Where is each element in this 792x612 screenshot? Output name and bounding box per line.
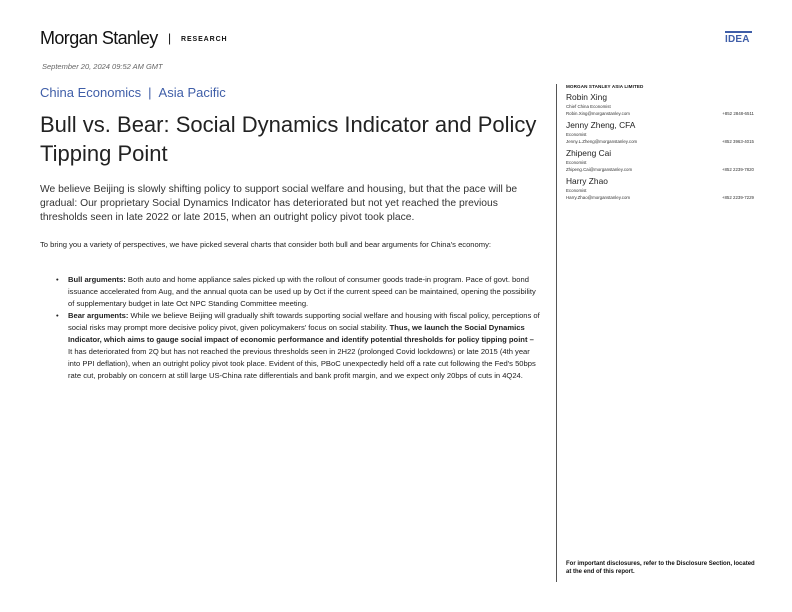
analyst-email-link[interactable]: Harry.Zhao@morganstanley.com: [566, 195, 631, 200]
section-tag: [40, 85, 226, 100]
argument-list: [56, 274, 540, 382]
analyst-contact: [566, 148, 754, 173]
analyst-contact: [566, 176, 754, 201]
bullet-dot-icon: •: [56, 275, 59, 284]
analyst-name: Jenny Zheng, CFA: [566, 120, 636, 130]
intro-paragraph: To bring you a variety of perspectives, we have picked several charts that consider both bull and bear arguments for China's economy:: [40, 240, 491, 249]
section-region: Asia Pacific: [158, 85, 226, 100]
analyst-email-link[interactable]: Robin.Xing@morganstanley.com: [566, 111, 630, 116]
bullet-dot-icon: •: [56, 311, 59, 320]
analyst-name: Robin Xing: [566, 92, 607, 102]
analyst-phone: +852 2848-6511: [722, 111, 754, 116]
analyst-role: Chief China Economist: [566, 104, 611, 109]
analyst-phone: +852 2239-7820: [721, 167, 754, 172]
bear-arguments-label: Bear arguments:: [68, 311, 129, 320]
research-label: RESEARCH: [181, 36, 228, 43]
bear-arguments-text-continued: It has deteriorated from 2Q but has not reached the previous thresholds seen in 2H22 (prolonged Covid lockdowns) or late 2015 (4th year into PPI deflation), when an outright policy pivot took place. Evident of this, PBoC unexpectedly held off a rate cut following the Fed's 50bps rate cut, probably on concern at still large US-China rate differentials and bank profit margin, and we expect only 20bps of cuts in 4Q24.: [68, 347, 536, 380]
analyst-contact: [566, 120, 754, 145]
publication-timestamp: September 20, 2024 09:52 AM GMT: [42, 62, 163, 71]
section-topic: China Economics: [40, 85, 142, 100]
morgan-stanley-logo: Morgan Stanley: [40, 28, 158, 48]
bear-arguments-highlight: Thus, we launch the Social Dynamics Indicator, which aims to gauge social impact of economic performance and identify potential thresholds for policy tipping point –: [68, 323, 534, 344]
analyst-sidebar: [566, 84, 754, 204]
analyst-contact: [566, 92, 754, 117]
bear-arguments-text: While we believe Beijing will gradually shift towards supporting social welfare and housing with fiscal policy, perceptions of social risks may prompt more decisive policy pivot, given policymakers' focus on social stability.: [68, 311, 540, 332]
idea-badge: IDEA: [725, 34, 750, 45]
list-item-bull: [56, 274, 540, 310]
analyst-role: Economist: [566, 132, 587, 137]
bull-arguments-label: Bull arguments:: [68, 275, 126, 284]
logo-separator: |: [168, 31, 172, 45]
lead-paragraph: We believe Beijing is slowly shifting policy to support social welfare and housing, but that the pace will be gradual: Our proprietary Social Dynamics Indicator has deteriorated but not yet reached the previous thresholds seen in late 2022 or late 2015, when an outright policy pivot took place.: [40, 184, 518, 223]
analyst-email-link[interactable]: Zhipeng.Cai@morganstanley.com: [566, 167, 633, 172]
disclosure-note: For important disclosures, refer to the Disclosure Section, located at the end of this report.: [566, 561, 755, 575]
section-separator: |: [148, 85, 152, 100]
analyst-phone: +852 2239-7229: [721, 195, 754, 200]
analyst-role: Economist: [566, 188, 587, 193]
bull-arguments-text: Both auto and home appliance sales picked up with the rollout of consumer goods trade-in program. Pace of govt. bond issuance accelerated from Aug, and the annual quota can be used up by Oct if the current speed can be maintained, opening the possibility of supplementary budget in late Oct NPC Standing Committee meeting.: [68, 275, 536, 308]
list-item-bear: [56, 310, 540, 382]
analyst-role: Economist: [566, 160, 587, 165]
analyst-phone: +852 3963-4015: [721, 139, 754, 144]
analyst-name: Harry Zhao: [566, 176, 608, 186]
sidebar-company: MORGAN STANLEY ASIA LIMITED: [566, 84, 644, 89]
idea-badge-bar: [725, 31, 752, 33]
sidebar-divider: [556, 84, 557, 582]
analyst-name: Zhipeng Cai: [566, 148, 612, 158]
report-title: Bull vs. Bear: Social Dynamics Indicator and Policy Tipping Point: [40, 112, 537, 166]
analyst-email-link[interactable]: Jenny.L.Zheng@morganstanley.com: [566, 139, 638, 144]
